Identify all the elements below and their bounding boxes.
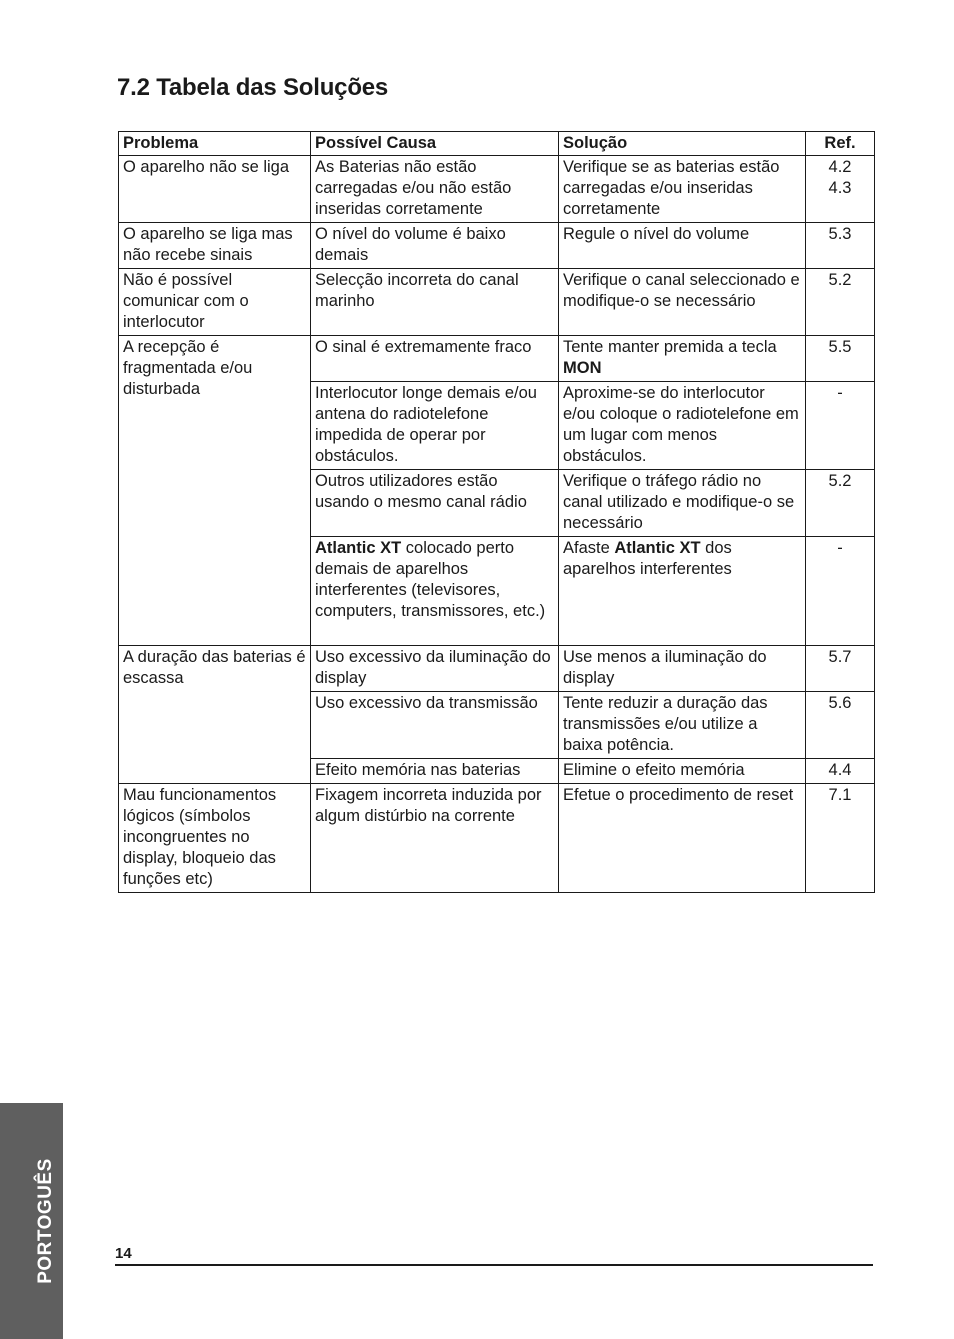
header-problem: Problema [119,132,311,156]
solution-cell: Verifique se as baterias estão carregadas e/ou inseridas corretamente [559,156,806,223]
solution-cell: Tente reduzir a duração das transmissões e/ou utilize a baixa potência. [559,692,806,759]
language-tab-label: PORTOGUÊS [35,1158,56,1284]
ref-cell: 5.2 [806,269,875,336]
cause-cell: Selecção incorreta do canal marinho [311,269,559,336]
ref-cell: - [806,382,875,470]
header-cause: Possível Causa [311,132,559,156]
solution-cell: Use menos a iluminação do display [559,646,806,692]
solution-cell: Aproxime-se do interlocutor e/ou coloque o radiotelefone em um lugar com menos obstáculos. [559,382,806,470]
solution-cell: Verifique o tráfego rádio no canal utilizado e modifique-o se necessário [559,470,806,537]
problem-cell: Mau funcionamentos lógicos (símbolos incongruentes no display, bloqueio das funções etc) [119,784,311,893]
header-solution: Solução [559,132,806,156]
solutions-table [118,131,875,893]
problem-cell: A duração das baterias é escassa [119,646,311,784]
ref-cell: 5.6 [806,692,875,759]
footer-divider [115,1264,873,1266]
ref-cell: 4.4 [806,759,875,784]
page-title: 7.2 Tabela das Soluções [117,74,389,101]
cause-cell: Efeito memória nas baterias [311,759,559,784]
problem-cell: A recepção é fragmentada e/ou disturbada [119,336,311,646]
solution-text: Tente manter premida a tecla [563,338,777,356]
table-row [119,784,875,893]
cause-cell: O nível do volume é baixo demais [311,223,559,269]
cause-cell: Uso excessivo da transmissão [311,692,559,759]
cause-text: colocado perto demais de aparelhos interferentes (televisores, computers, transmissores, etc.) [315,539,546,620]
cause-cell: O sinal é extremamente fraco [311,336,559,382]
table-row [119,336,875,382]
ref-value: 4.3 [828,179,852,197]
table-header-row [119,132,875,156]
page-number: 14 [115,1245,132,1262]
solution-cell: Regule o nível do volume [559,223,806,269]
ref-value: 4.2 [828,158,852,176]
solution-cell: Verifique o canal seleccionado e modifique-o se necessário [559,269,806,336]
ref-cell: 5.3 [806,223,875,269]
problem-cell: O aparelho não se liga [119,156,311,223]
solution-text: dos aparelhos interferentes [563,539,732,578]
ref-cell: 7.1 [806,784,875,893]
cause-cell: Uso excessivo da iluminação do display [311,646,559,692]
solution-text: Afaste [563,539,610,557]
product-name: Atlantic XT [614,539,701,557]
solution-cell: Elimine o efeito memória [559,759,806,784]
cause-cell: As Baterias não estão carregadas e/ou não estão inseridas corretamente [311,156,559,223]
product-name: Atlantic XT [315,539,402,557]
problem-cell: Não é possível comunicar com o interlocutor [119,269,311,336]
header-ref: Ref. [806,132,875,156]
ref-cell: 5.2 [806,470,875,537]
ref-cell: - [806,537,875,646]
cause-cell: Fixagem incorreta induzida por algum distúrbio na corrente [311,784,559,893]
table-row [119,269,875,336]
table-row [119,156,875,223]
solution-cell: Efetue o procedimento de reset [559,784,806,893]
solution-cell [559,537,806,646]
cause-cell: Outros utilizadores estão usando o mesmo canal rádio [311,470,559,537]
table-row [119,646,875,692]
key-name-mon: MON [563,359,602,377]
cause-cell [311,537,559,646]
problem-cell: O aparelho se liga mas não recebe sinais [119,223,311,269]
cause-cell: Interlocutor longe demais e/ou antena do radiotelefone impedida de operar por obstáculos. [311,382,559,470]
ref-cell: 5.5 [806,336,875,382]
ref-cell [806,156,875,223]
solution-cell [559,336,806,382]
table-row [119,223,875,269]
ref-cell: 5.7 [806,646,875,692]
